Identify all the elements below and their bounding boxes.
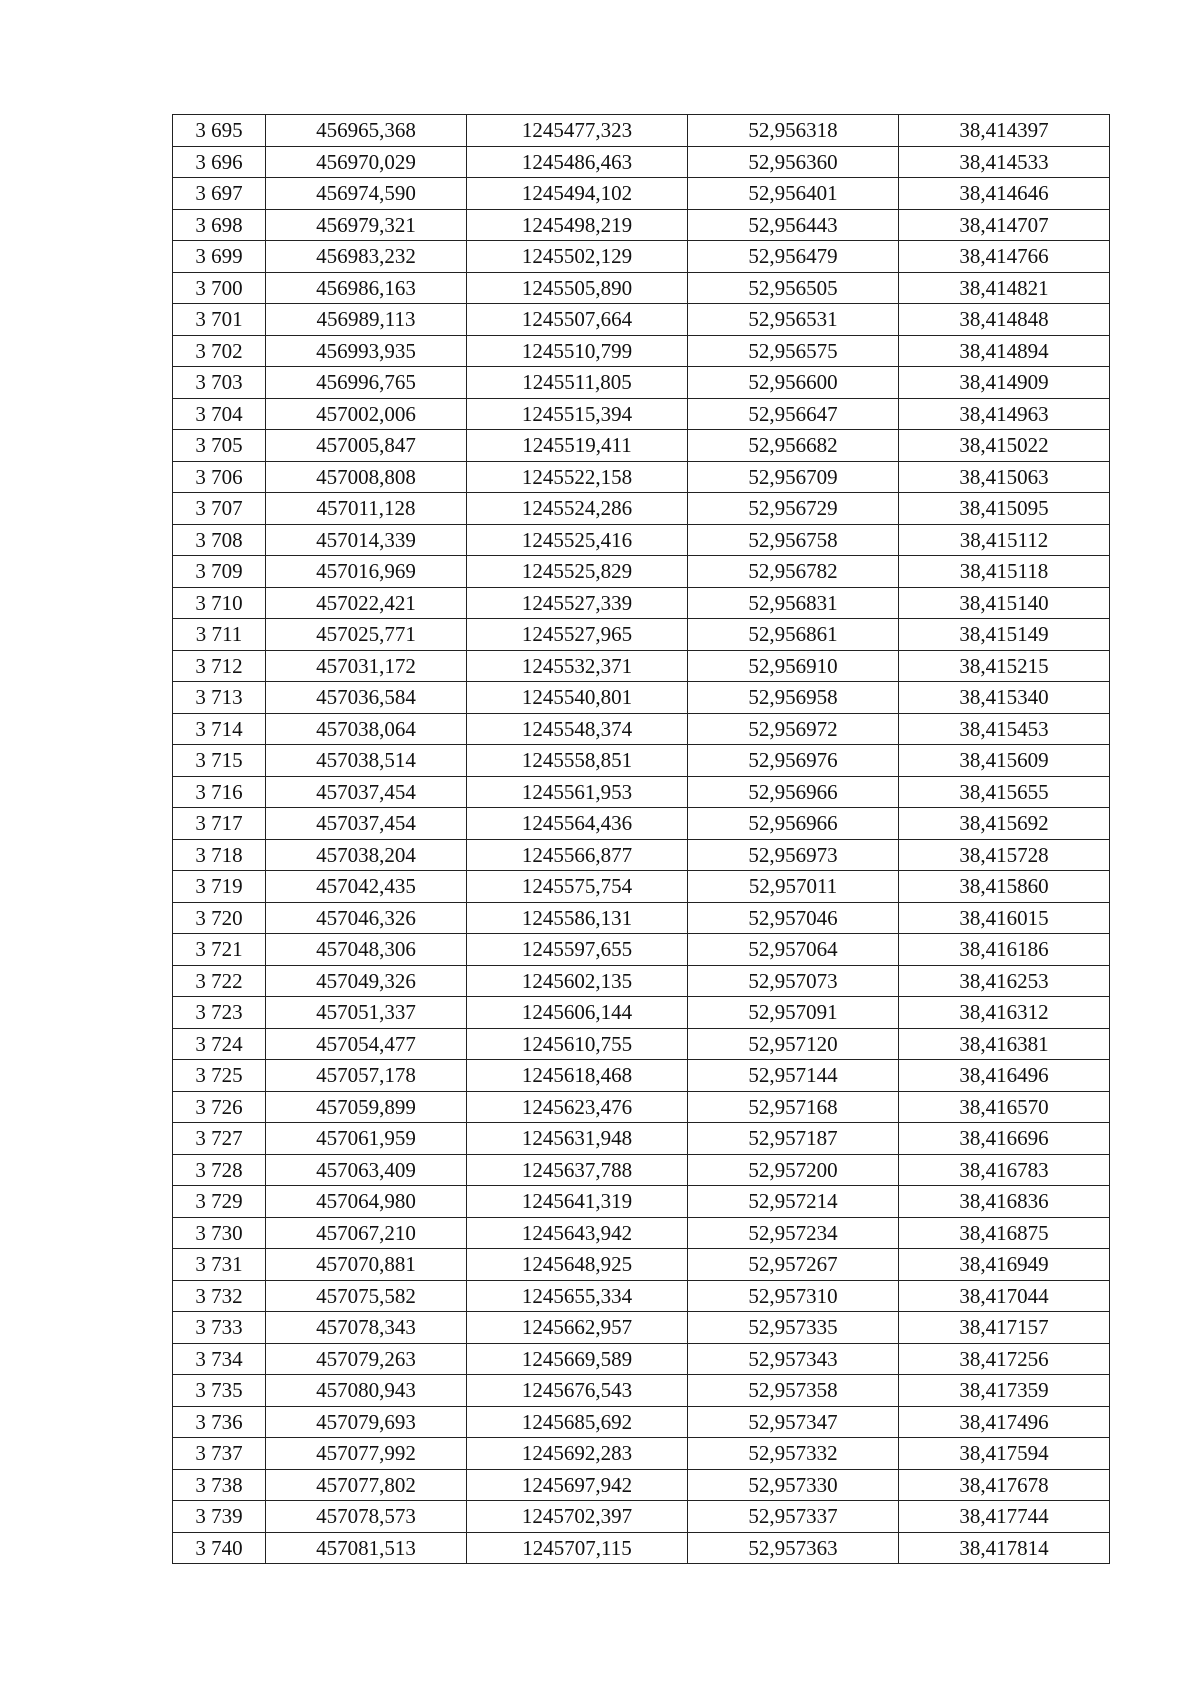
table-row	[173, 808, 1110, 840]
x-coordinate-cell: 457038,514	[266, 745, 467, 777]
y-coordinate-cell: 1245641,319	[467, 1186, 688, 1218]
x-coordinate-cell: 456970,029	[266, 146, 467, 178]
latitude-cell: 52,956958	[688, 682, 899, 714]
table-row	[173, 335, 1110, 367]
x-coordinate-cell: 457002,006	[266, 398, 467, 430]
longitude-cell: 38,416875	[899, 1217, 1110, 1249]
latitude-cell: 52,957168	[688, 1091, 899, 1123]
latitude-cell: 52,957091	[688, 997, 899, 1029]
latitude-cell: 52,957363	[688, 1532, 899, 1564]
longitude-cell: 38,414894	[899, 335, 1110, 367]
table-row	[173, 902, 1110, 934]
table-row	[173, 556, 1110, 588]
table-row	[173, 934, 1110, 966]
latitude-cell: 52,957347	[688, 1406, 899, 1438]
x-coordinate-cell: 457048,306	[266, 934, 467, 966]
x-coordinate-cell: 457081,513	[266, 1532, 467, 1564]
point-number-cell: 3 697	[173, 178, 266, 210]
table-row	[173, 524, 1110, 556]
x-coordinate-cell: 457059,899	[266, 1091, 467, 1123]
longitude-cell: 38,416312	[899, 997, 1110, 1029]
y-coordinate-cell: 1245575,754	[467, 871, 688, 903]
point-number-cell: 3 727	[173, 1123, 266, 1155]
longitude-cell: 38,414963	[899, 398, 1110, 430]
point-number-cell: 3 731	[173, 1249, 266, 1281]
latitude-cell: 52,957200	[688, 1154, 899, 1186]
table-row	[173, 241, 1110, 273]
table-row	[173, 997, 1110, 1029]
point-number-cell: 3 713	[173, 682, 266, 714]
point-number-cell: 3 706	[173, 461, 266, 493]
y-coordinate-cell: 1245486,463	[467, 146, 688, 178]
latitude-cell: 52,957330	[688, 1469, 899, 1501]
y-coordinate-cell: 1245515,394	[467, 398, 688, 430]
latitude-cell: 52,956910	[688, 650, 899, 682]
point-number-cell: 3 715	[173, 745, 266, 777]
latitude-cell: 52,957144	[688, 1060, 899, 1092]
point-number-cell: 3 712	[173, 650, 266, 682]
x-coordinate-cell: 457057,178	[266, 1060, 467, 1092]
y-coordinate-cell: 1245566,877	[467, 839, 688, 871]
point-number-cell: 3 695	[173, 115, 266, 147]
y-coordinate-cell: 1245669,589	[467, 1343, 688, 1375]
latitude-cell: 52,956575	[688, 335, 899, 367]
latitude-cell: 52,956729	[688, 493, 899, 525]
x-coordinate-cell: 457038,064	[266, 713, 467, 745]
latitude-cell: 52,956966	[688, 808, 899, 840]
longitude-cell: 38,415140	[899, 587, 1110, 619]
x-coordinate-cell: 456989,113	[266, 304, 467, 336]
table-row	[173, 398, 1110, 430]
table-row	[173, 461, 1110, 493]
point-number-cell: 3 735	[173, 1375, 266, 1407]
longitude-cell: 38,415692	[899, 808, 1110, 840]
y-coordinate-cell: 1245511,805	[467, 367, 688, 399]
y-coordinate-cell: 1245498,219	[467, 209, 688, 241]
x-coordinate-cell: 457061,959	[266, 1123, 467, 1155]
point-number-cell: 3 720	[173, 902, 266, 934]
x-coordinate-cell: 456993,935	[266, 335, 467, 367]
latitude-cell: 52,956976	[688, 745, 899, 777]
point-number-cell: 3 723	[173, 997, 266, 1029]
table-row	[173, 1060, 1110, 1092]
x-coordinate-cell: 456974,590	[266, 178, 467, 210]
latitude-cell: 52,957064	[688, 934, 899, 966]
table-row	[173, 1469, 1110, 1501]
latitude-cell: 52,956782	[688, 556, 899, 588]
table-row	[173, 1091, 1110, 1123]
table-row	[173, 1312, 1110, 1344]
x-coordinate-cell: 457064,980	[266, 1186, 467, 1218]
y-coordinate-cell: 1245662,957	[467, 1312, 688, 1344]
longitude-cell: 38,416381	[899, 1028, 1110, 1060]
table-row	[173, 1123, 1110, 1155]
point-number-cell: 3 709	[173, 556, 266, 588]
latitude-cell: 52,957310	[688, 1280, 899, 1312]
latitude-cell: 52,956758	[688, 524, 899, 556]
table-row	[173, 178, 1110, 210]
y-coordinate-cell: 1245692,283	[467, 1438, 688, 1470]
table-row	[173, 713, 1110, 745]
latitude-cell: 52,957187	[688, 1123, 899, 1155]
longitude-cell: 38,415655	[899, 776, 1110, 808]
longitude-cell: 38,416949	[899, 1249, 1110, 1281]
x-coordinate-cell: 457078,573	[266, 1501, 467, 1533]
x-coordinate-cell: 457078,343	[266, 1312, 467, 1344]
point-number-cell: 3 714	[173, 713, 266, 745]
longitude-cell: 38,415112	[899, 524, 1110, 556]
y-coordinate-cell: 1245494,102	[467, 178, 688, 210]
latitude-cell: 52,956861	[688, 619, 899, 651]
longitude-cell: 38,415609	[899, 745, 1110, 777]
table-row	[173, 619, 1110, 651]
table-row	[173, 430, 1110, 462]
y-coordinate-cell: 1245510,799	[467, 335, 688, 367]
point-number-cell: 3 722	[173, 965, 266, 997]
longitude-cell: 38,415149	[899, 619, 1110, 651]
y-coordinate-cell: 1245477,323	[467, 115, 688, 147]
latitude-cell: 52,956360	[688, 146, 899, 178]
coordinates-table	[172, 114, 1110, 1564]
y-coordinate-cell: 1245707,115	[467, 1532, 688, 1564]
y-coordinate-cell: 1245519,411	[467, 430, 688, 462]
x-coordinate-cell: 457075,582	[266, 1280, 467, 1312]
x-coordinate-cell: 457036,584	[266, 682, 467, 714]
point-number-cell: 3 708	[173, 524, 266, 556]
y-coordinate-cell: 1245623,476	[467, 1091, 688, 1123]
point-number-cell: 3 721	[173, 934, 266, 966]
longitude-cell: 38,416253	[899, 965, 1110, 997]
y-coordinate-cell: 1245685,692	[467, 1406, 688, 1438]
x-coordinate-cell: 457080,943	[266, 1375, 467, 1407]
latitude-cell: 52,957046	[688, 902, 899, 934]
y-coordinate-cell: 1245586,131	[467, 902, 688, 934]
table-row	[173, 1532, 1110, 1564]
point-number-cell: 3 698	[173, 209, 266, 241]
point-number-cell: 3 711	[173, 619, 266, 651]
longitude-cell: 38,416015	[899, 902, 1110, 934]
latitude-cell: 52,956505	[688, 272, 899, 304]
y-coordinate-cell: 1245548,374	[467, 713, 688, 745]
x-coordinate-cell: 457038,204	[266, 839, 467, 871]
longitude-cell: 38,417814	[899, 1532, 1110, 1564]
longitude-cell: 38,417044	[899, 1280, 1110, 1312]
longitude-cell: 38,414646	[899, 178, 1110, 210]
latitude-cell: 52,957073	[688, 965, 899, 997]
table-row	[173, 1343, 1110, 1375]
longitude-cell: 38,416496	[899, 1060, 1110, 1092]
latitude-cell: 52,957335	[688, 1312, 899, 1344]
latitude-cell: 52,957120	[688, 1028, 899, 1060]
x-coordinate-cell: 457016,969	[266, 556, 467, 588]
longitude-cell: 38,417594	[899, 1438, 1110, 1470]
point-number-cell: 3 700	[173, 272, 266, 304]
point-number-cell: 3 705	[173, 430, 266, 462]
point-number-cell: 3 696	[173, 146, 266, 178]
y-coordinate-cell: 1245505,890	[467, 272, 688, 304]
x-coordinate-cell: 457014,339	[266, 524, 467, 556]
table-row	[173, 839, 1110, 871]
latitude-cell: 52,956401	[688, 178, 899, 210]
point-number-cell: 3 724	[173, 1028, 266, 1060]
latitude-cell: 52,956318	[688, 115, 899, 147]
latitude-cell: 52,956831	[688, 587, 899, 619]
table-row	[173, 650, 1110, 682]
x-coordinate-cell: 456965,368	[266, 115, 467, 147]
y-coordinate-cell: 1245527,339	[467, 587, 688, 619]
y-coordinate-cell: 1245558,851	[467, 745, 688, 777]
point-number-cell: 3 728	[173, 1154, 266, 1186]
point-number-cell: 3 717	[173, 808, 266, 840]
latitude-cell: 52,957011	[688, 871, 899, 903]
x-coordinate-cell: 457005,847	[266, 430, 467, 462]
y-coordinate-cell: 1245561,953	[467, 776, 688, 808]
longitude-cell: 38,414909	[899, 367, 1110, 399]
point-number-cell: 3 707	[173, 493, 266, 525]
latitude-cell: 52,957343	[688, 1343, 899, 1375]
latitude-cell: 52,956443	[688, 209, 899, 241]
table-row	[173, 1501, 1110, 1533]
longitude-cell: 38,416696	[899, 1123, 1110, 1155]
table-row	[173, 1028, 1110, 1060]
latitude-cell: 52,956973	[688, 839, 899, 871]
point-number-cell: 3 740	[173, 1532, 266, 1564]
y-coordinate-cell: 1245702,397	[467, 1501, 688, 1533]
point-number-cell: 3 738	[173, 1469, 266, 1501]
x-coordinate-cell: 456983,232	[266, 241, 467, 273]
y-coordinate-cell: 1245637,788	[467, 1154, 688, 1186]
longitude-cell: 38,417157	[899, 1312, 1110, 1344]
y-coordinate-cell: 1245676,543	[467, 1375, 688, 1407]
table-row	[173, 1375, 1110, 1407]
latitude-cell: 52,956709	[688, 461, 899, 493]
x-coordinate-cell: 456996,765	[266, 367, 467, 399]
longitude-cell: 38,414821	[899, 272, 1110, 304]
table-row	[173, 1280, 1110, 1312]
latitude-cell: 52,956600	[688, 367, 899, 399]
x-coordinate-cell: 457067,210	[266, 1217, 467, 1249]
y-coordinate-cell: 1245610,755	[467, 1028, 688, 1060]
y-coordinate-cell: 1245502,129	[467, 241, 688, 273]
x-coordinate-cell: 457063,409	[266, 1154, 467, 1186]
table-row	[173, 871, 1110, 903]
x-coordinate-cell: 457077,992	[266, 1438, 467, 1470]
latitude-cell: 52,957332	[688, 1438, 899, 1470]
point-number-cell: 3 699	[173, 241, 266, 273]
longitude-cell: 38,416783	[899, 1154, 1110, 1186]
y-coordinate-cell: 1245648,925	[467, 1249, 688, 1281]
y-coordinate-cell: 1245602,135	[467, 965, 688, 997]
y-coordinate-cell: 1245631,948	[467, 1123, 688, 1155]
point-number-cell: 3 725	[173, 1060, 266, 1092]
y-coordinate-cell: 1245564,436	[467, 808, 688, 840]
y-coordinate-cell: 1245597,655	[467, 934, 688, 966]
longitude-cell: 38,415728	[899, 839, 1110, 871]
longitude-cell: 38,417256	[899, 1343, 1110, 1375]
x-coordinate-cell: 457079,263	[266, 1343, 467, 1375]
longitude-cell: 38,415215	[899, 650, 1110, 682]
x-coordinate-cell: 456979,321	[266, 209, 467, 241]
y-coordinate-cell: 1245507,664	[467, 304, 688, 336]
point-number-cell: 3 718	[173, 839, 266, 871]
point-number-cell: 3 710	[173, 587, 266, 619]
x-coordinate-cell: 457054,477	[266, 1028, 467, 1060]
point-number-cell: 3 726	[173, 1091, 266, 1123]
latitude-cell: 52,957214	[688, 1186, 899, 1218]
table-row	[173, 682, 1110, 714]
point-number-cell: 3 716	[173, 776, 266, 808]
table-row	[173, 1154, 1110, 1186]
point-number-cell: 3 703	[173, 367, 266, 399]
x-coordinate-cell: 457079,693	[266, 1406, 467, 1438]
x-coordinate-cell: 457022,421	[266, 587, 467, 619]
point-number-cell: 3 732	[173, 1280, 266, 1312]
longitude-cell: 38,417744	[899, 1501, 1110, 1533]
latitude-cell: 52,956479	[688, 241, 899, 273]
point-number-cell: 3 736	[173, 1406, 266, 1438]
table-row	[173, 304, 1110, 336]
point-number-cell: 3 729	[173, 1186, 266, 1218]
point-number-cell: 3 719	[173, 871, 266, 903]
y-coordinate-cell: 1245655,334	[467, 1280, 688, 1312]
longitude-cell: 38,415063	[899, 461, 1110, 493]
latitude-cell: 52,957358	[688, 1375, 899, 1407]
y-coordinate-cell: 1245697,942	[467, 1469, 688, 1501]
longitude-cell: 38,417359	[899, 1375, 1110, 1407]
x-coordinate-cell: 457042,435	[266, 871, 467, 903]
longitude-cell: 38,414848	[899, 304, 1110, 336]
latitude-cell: 52,956647	[688, 398, 899, 430]
x-coordinate-cell: 457051,337	[266, 997, 467, 1029]
longitude-cell: 38,414707	[899, 209, 1110, 241]
longitude-cell: 38,415860	[899, 871, 1110, 903]
x-coordinate-cell: 457037,454	[266, 776, 467, 808]
latitude-cell: 52,956966	[688, 776, 899, 808]
y-coordinate-cell: 1245606,144	[467, 997, 688, 1029]
y-coordinate-cell: 1245522,158	[467, 461, 688, 493]
x-coordinate-cell: 457070,881	[266, 1249, 467, 1281]
x-coordinate-cell: 456986,163	[266, 272, 467, 304]
x-coordinate-cell: 457046,326	[266, 902, 467, 934]
longitude-cell: 38,417678	[899, 1469, 1110, 1501]
table-row	[173, 1186, 1110, 1218]
x-coordinate-cell: 457037,454	[266, 808, 467, 840]
table-row	[173, 367, 1110, 399]
y-coordinate-cell: 1245618,468	[467, 1060, 688, 1092]
latitude-cell: 52,956531	[688, 304, 899, 336]
table-row	[173, 1217, 1110, 1249]
x-coordinate-cell: 457049,326	[266, 965, 467, 997]
longitude-cell: 38,415022	[899, 430, 1110, 462]
table-row	[173, 1406, 1110, 1438]
longitude-cell: 38,414397	[899, 115, 1110, 147]
longitude-cell: 38,415095	[899, 493, 1110, 525]
table-row	[173, 965, 1110, 997]
x-coordinate-cell: 457008,808	[266, 461, 467, 493]
y-coordinate-cell: 1245525,416	[467, 524, 688, 556]
table-row	[173, 1438, 1110, 1470]
table-row	[173, 1249, 1110, 1281]
latitude-cell: 52,957267	[688, 1249, 899, 1281]
y-coordinate-cell: 1245524,286	[467, 493, 688, 525]
y-coordinate-cell: 1245527,965	[467, 619, 688, 651]
x-coordinate-cell: 457025,771	[266, 619, 467, 651]
point-number-cell: 3 702	[173, 335, 266, 367]
longitude-cell: 38,415118	[899, 556, 1110, 588]
point-number-cell: 3 701	[173, 304, 266, 336]
table-row	[173, 776, 1110, 808]
y-coordinate-cell: 1245532,371	[467, 650, 688, 682]
longitude-cell: 38,416570	[899, 1091, 1110, 1123]
longitude-cell: 38,415340	[899, 682, 1110, 714]
longitude-cell: 38,416186	[899, 934, 1110, 966]
point-number-cell: 3 734	[173, 1343, 266, 1375]
longitude-cell: 38,415453	[899, 713, 1110, 745]
y-coordinate-cell: 1245525,829	[467, 556, 688, 588]
latitude-cell: 52,956682	[688, 430, 899, 462]
table-row	[173, 272, 1110, 304]
x-coordinate-cell: 457031,172	[266, 650, 467, 682]
point-number-cell: 3 704	[173, 398, 266, 430]
x-coordinate-cell: 457011,128	[266, 493, 467, 525]
table-row	[173, 209, 1110, 241]
table-row	[173, 115, 1110, 147]
latitude-cell: 52,956972	[688, 713, 899, 745]
longitude-cell: 38,416836	[899, 1186, 1110, 1218]
point-number-cell: 3 733	[173, 1312, 266, 1344]
y-coordinate-cell: 1245643,942	[467, 1217, 688, 1249]
point-number-cell: 3 730	[173, 1217, 266, 1249]
table-row	[173, 493, 1110, 525]
y-coordinate-cell: 1245540,801	[467, 682, 688, 714]
table-row	[173, 146, 1110, 178]
latitude-cell: 52,957337	[688, 1501, 899, 1533]
point-number-cell: 3 739	[173, 1501, 266, 1533]
table-row	[173, 745, 1110, 777]
x-coordinate-cell: 457077,802	[266, 1469, 467, 1501]
longitude-cell: 38,417496	[899, 1406, 1110, 1438]
latitude-cell: 52,957234	[688, 1217, 899, 1249]
longitude-cell: 38,414533	[899, 146, 1110, 178]
point-number-cell: 3 737	[173, 1438, 266, 1470]
table-row	[173, 587, 1110, 619]
coordinates-table-body	[173, 115, 1110, 1564]
longitude-cell: 38,414766	[899, 241, 1110, 273]
